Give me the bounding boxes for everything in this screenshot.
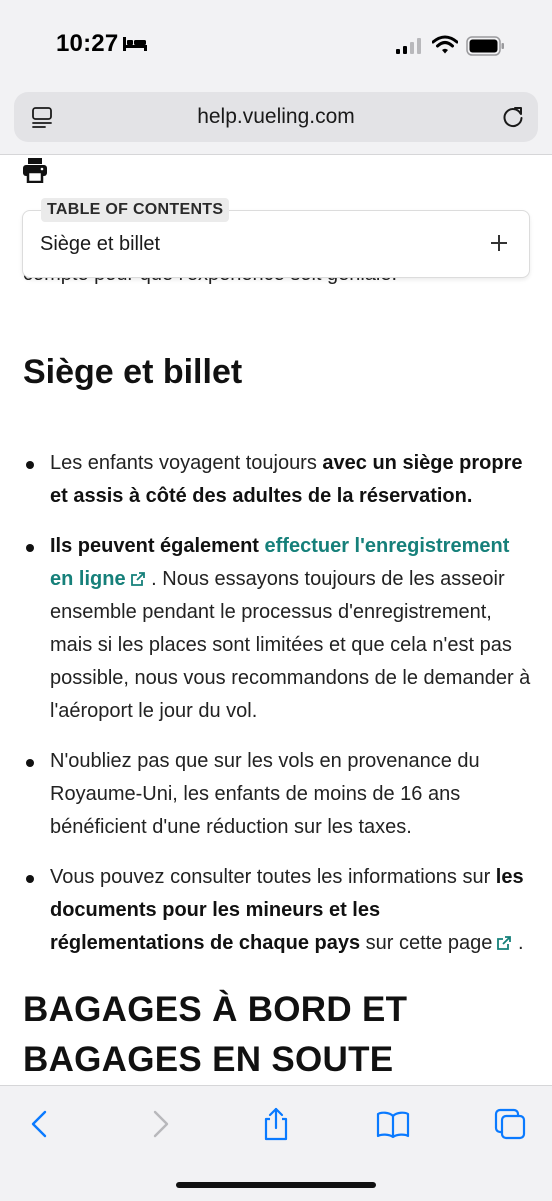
tabs-icon[interactable] — [492, 1106, 528, 1142]
bullet-bold-text: les documents pour les mineurs et les réglementations de chaque pays — [50, 866, 524, 954]
bullet-dot — [26, 461, 34, 469]
bullet-dot — [26, 544, 34, 552]
page-content — [0, 155, 552, 1085]
browser-address-area — [0, 88, 552, 155]
list-item — [0, 447, 552, 513]
table-of-contents[interactable] — [22, 201, 530, 278]
battery-icon — [466, 36, 506, 56]
external-link-icon[interactable] — [496, 935, 512, 951]
signal-icon — [396, 38, 422, 54]
bullet-dot — [26, 759, 34, 767]
wifi-icon — [432, 35, 458, 55]
list-item — [0, 745, 552, 844]
url-text[interactable]: help.vueling.com — [197, 105, 355, 128]
list-item — [0, 861, 552, 960]
info-list — [0, 447, 552, 977]
bullet-text: . Nous essayons toujours de les asseoir ensemble pendant le processus d'enregistrement, mais si les places sont limitées et que cela n'est pas possible, nous vous recommandons de le demander à l'aéroport le jour du vol. — [50, 568, 531, 722]
bullet-bold-text: avec un siège propre et assis à côté des adultes de la réservation. — [50, 452, 523, 507]
external-link-icon[interactable] — [130, 571, 146, 587]
online-checkin-link[interactable]: effectuer l'enregistrement en ligne — [50, 535, 510, 590]
reload-icon[interactable] — [500, 104, 526, 130]
back-icon[interactable] — [22, 1106, 58, 1142]
toc-label: TABLE OF CONTENTS — [41, 198, 229, 222]
next-section-heading: BAGAGES À BORD ET BAGAGES EN SOUTE — [23, 990, 408, 1079]
status-bar — [0, 0, 552, 88]
toc-current-section[interactable]: Siège et billet — [40, 233, 161, 255]
forward-icon[interactable] — [142, 1106, 178, 1142]
home-indicator — [176, 1182, 376, 1188]
plus-icon[interactable] — [489, 233, 509, 253]
list-item — [0, 530, 552, 728]
bed-icon — [122, 36, 148, 52]
share-icon[interactable] — [258, 1106, 294, 1142]
bookmarks-icon[interactable] — [375, 1106, 411, 1142]
bullet-text: . — [512, 932, 524, 954]
bullet-text: N'oubliez pas que sur les vols en provenance du Royaume-Uni, les enfants de moins de 16 ans bénéficient d'une réduction sur les taxes. — [50, 750, 480, 838]
print-icon[interactable] — [22, 157, 48, 183]
browser-toolbar — [0, 1085, 552, 1201]
bullet-text: Les enfants voyagent toujours — [50, 452, 323, 474]
bullet-text: Vous pouvez consulter toutes les informations sur — [50, 866, 496, 888]
bullet-dot — [26, 875, 34, 883]
address-bar[interactable] — [14, 92, 538, 142]
this-page-link[interactable]: sur cette page — [360, 932, 493, 954]
section-heading: Siège et billet — [23, 353, 243, 391]
bullet-bold-text: Ils peuvent également — [50, 535, 265, 557]
status-time: 10:27 — [56, 30, 119, 57]
